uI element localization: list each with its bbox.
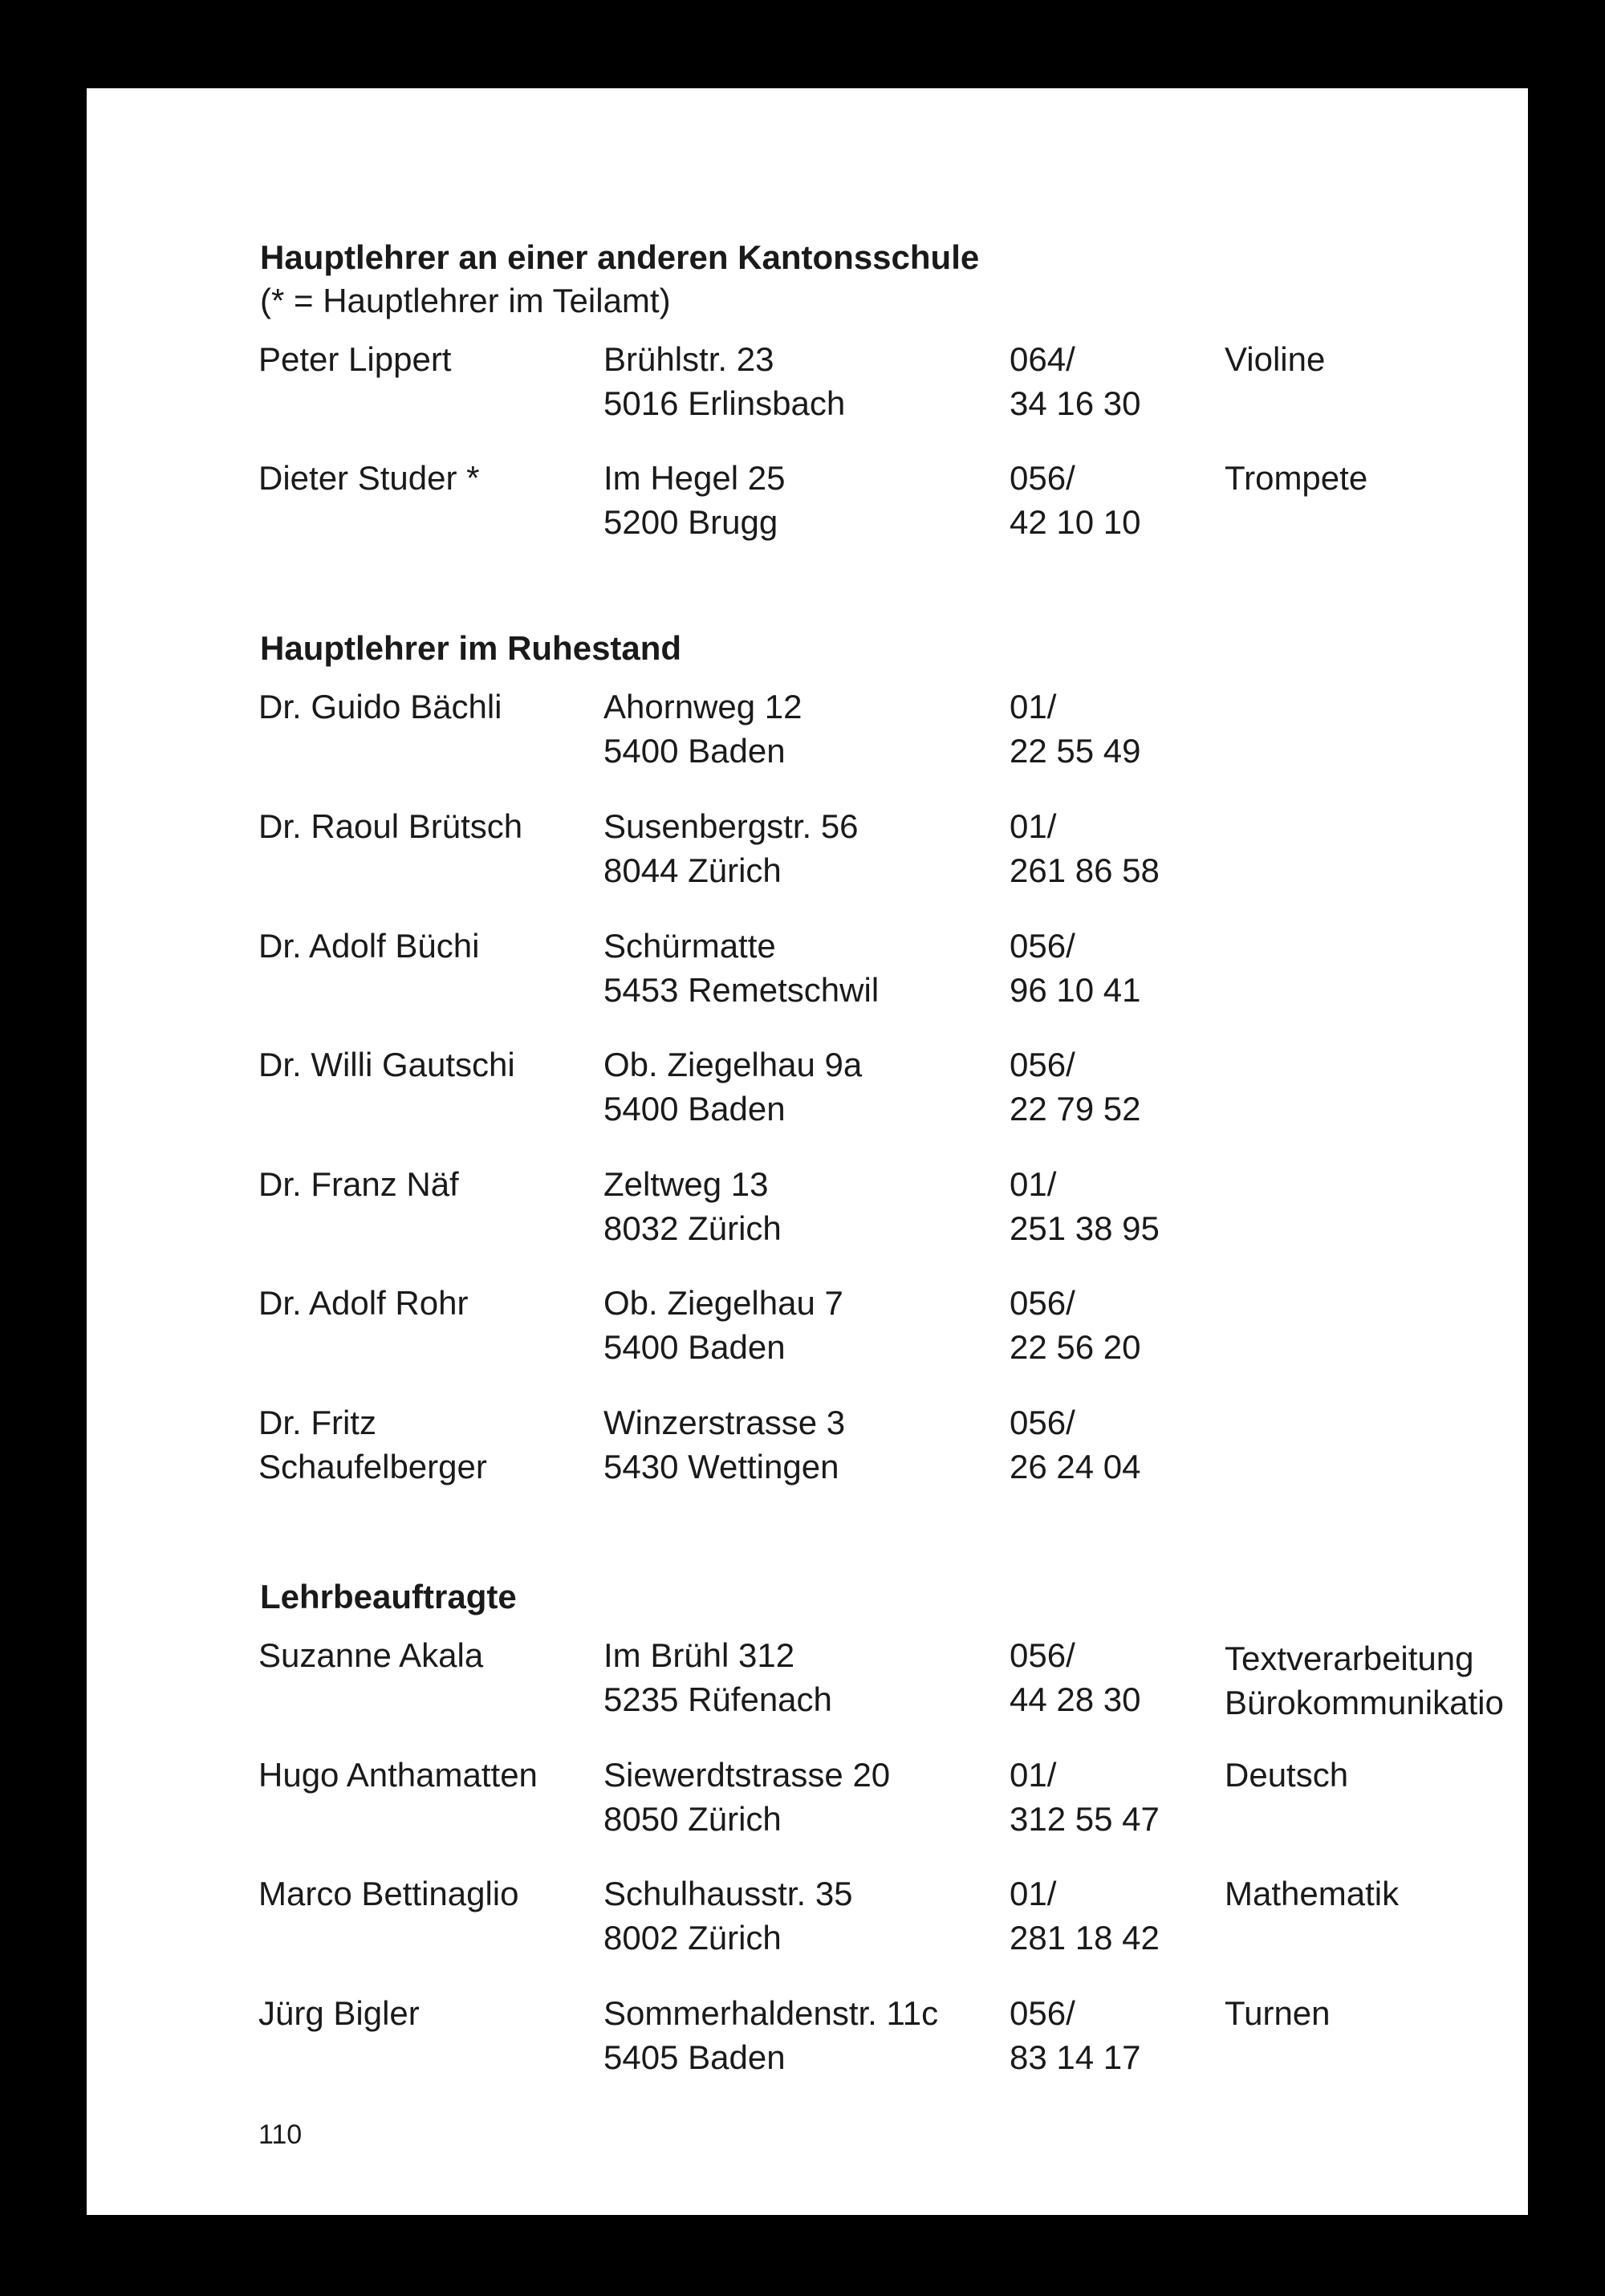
- directory-entry: [87, 1042, 1528, 1131]
- entry-name: Dr. Adolf Rohr: [258, 1284, 469, 1322]
- entry-address: Im Hegel 25 5200 Brugg: [603, 459, 786, 541]
- entry-name: Suzanne Akala: [258, 1636, 484, 1674]
- entry-subject: Trompete: [1225, 459, 1368, 497]
- directory-entry: [87, 924, 1528, 1012]
- directory-entry: [87, 804, 1528, 892]
- entry-name: Marco Bettinaglio: [258, 1875, 519, 1912]
- entry-subject: Mathematik: [1225, 1875, 1400, 1912]
- entry-phone: 056/ 22 56 20: [1010, 1284, 1141, 1366]
- entry-address: Schulhausstr. 35 8002 Zürich: [603, 1875, 853, 1957]
- directory-entry: [87, 1162, 1528, 1250]
- entry-subject: Textverarbeitung Bürokommunikatio: [1225, 1640, 1504, 1721]
- entry-address: Susenbergstr. 56 8044 Zürich: [603, 807, 859, 889]
- entry-phone: 056/ 83 14 17: [1010, 1994, 1141, 2076]
- entry-phone: 01/ 312 55 47: [1010, 1756, 1160, 1838]
- entry-address: Im Brühl 312 5235 Rüfenach: [603, 1636, 832, 1718]
- entry-phone: 01/ 261 86 58: [1010, 807, 1160, 889]
- entry-name: Dieter Studer *: [258, 459, 480, 497]
- entry-name: Jürg Bigler: [258, 1994, 420, 2032]
- entry-phone: 056/ 44 28 30: [1010, 1636, 1141, 1718]
- entry-address: Sommerhaldenstr. 11c 5405 Baden: [603, 1994, 939, 2076]
- entry-phone: 01/ 281 18 42: [1010, 1875, 1160, 1957]
- directory-entry: [87, 685, 1528, 773]
- directory-entry: [87, 456, 1528, 544]
- entry-name: Dr. Willi Gautschi: [258, 1046, 515, 1083]
- entry-name: Dr. Adolf Büchi: [258, 927, 480, 965]
- entry-name: Peter Lippert: [258, 340, 452, 378]
- entry-phone: 064/ 34 16 30: [1010, 340, 1141, 422]
- entry-address: Ahornweg 12 5400 Baden: [603, 688, 802, 770]
- directory-entry: [87, 1281, 1528, 1369]
- directory-entry: [87, 337, 1528, 425]
- entry-address: Siewerdtstrasse 20 8050 Zürich: [603, 1756, 891, 1838]
- entry-address: Winzerstrasse 3 5430 Wettingen: [603, 1404, 846, 1485]
- entry-name: Dr. Fritz Schaufelberger: [258, 1404, 487, 1485]
- directory-entry: [87, 1753, 1528, 1841]
- entry-address: Schürmatte 5453 Remetschwil: [603, 927, 880, 1009]
- entry-name: Hugo Anthamatten: [258, 1756, 538, 1794]
- entry-address: Zeltweg 13 8032 Zürich: [603, 1165, 782, 1247]
- section-title: Hauptlehrer im Ruhestand: [260, 629, 682, 667]
- document-page: [87, 88, 1528, 2215]
- directory-entry: [87, 1991, 1528, 2079]
- entry-name: Dr. Raoul Brütsch: [258, 807, 523, 845]
- entry-address: Brühlstr. 23 5016 Erlinsbach: [603, 340, 846, 422]
- entry-name: Dr. Guido Bächli: [258, 688, 502, 725]
- section-title: Hauptlehrer an einer anderen Kantonsschule: [260, 238, 980, 276]
- entry-phone: 01/ 251 38 95: [1010, 1165, 1160, 1247]
- section-title: Lehrbeauftragte: [260, 1578, 517, 1615]
- entry-phone: 056/ 42 10 10: [1010, 459, 1141, 541]
- entry-phone: 01/ 22 55 49: [1010, 688, 1141, 770]
- entry-address: Ob. Ziegelhau 9a 5400 Baden: [603, 1046, 863, 1128]
- entry-subject: Deutsch: [1225, 1756, 1349, 1794]
- entry-address: Ob. Ziegelhau 7 5400 Baden: [603, 1284, 843, 1366]
- entry-phone: 056/ 26 24 04: [1010, 1404, 1141, 1485]
- directory-entry: [87, 1633, 1528, 1721]
- directory-entry: [87, 1400, 1528, 1489]
- entry-subject: Violine: [1225, 340, 1326, 378]
- entry-name: Dr. Franz Näf: [258, 1165, 459, 1203]
- section-subtitle: (* = Hauptlehrer im Teilamt): [260, 282, 671, 319]
- page-number: 110: [258, 2119, 303, 2150]
- entry-subject: Turnen: [1225, 1994, 1331, 2032]
- entry-phone: 056/ 96 10 41: [1010, 927, 1141, 1009]
- entry-phone: 056/ 22 79 52: [1010, 1046, 1141, 1128]
- directory-entry: [87, 1871, 1528, 1960]
